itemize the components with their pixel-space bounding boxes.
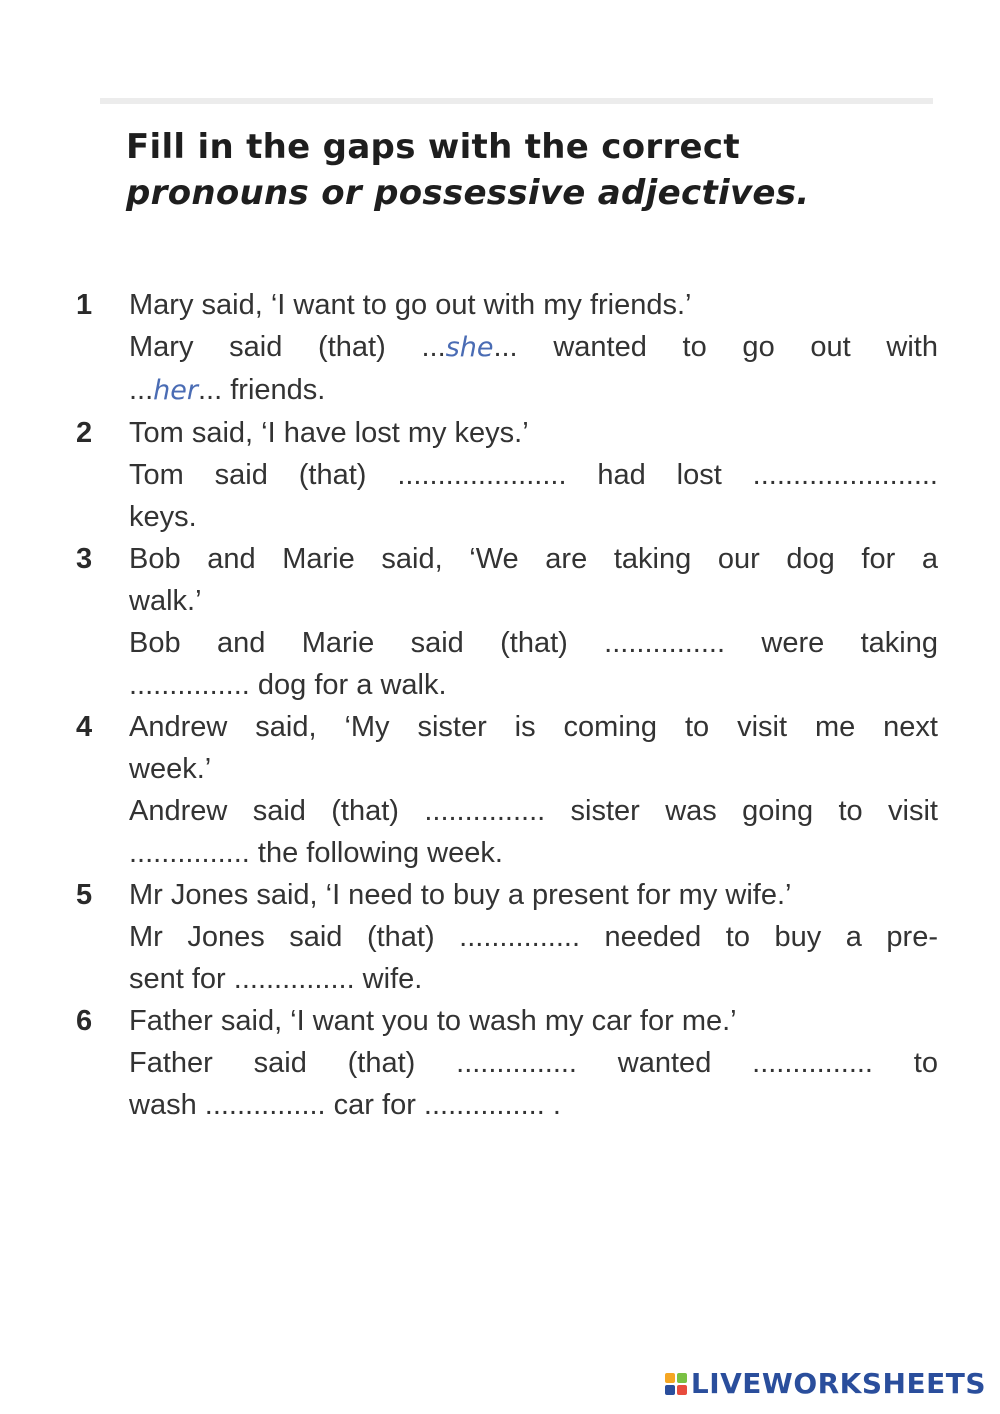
logo-square bbox=[665, 1385, 675, 1395]
heading-line-1: Fill in the gaps with the correct bbox=[126, 127, 740, 167]
logo-square bbox=[677, 1385, 687, 1395]
item-number: 1 bbox=[76, 289, 93, 321]
answer-text-pre: ... bbox=[129, 374, 154, 406]
item-prompt: Mary said, ‘I want to go out with my friends.’ bbox=[129, 289, 692, 321]
example-answer-1: she bbox=[445, 332, 494, 363]
example-answer-2: her bbox=[153, 375, 198, 406]
item-answer-line-2[interactable]: ............... dog for a walk. bbox=[129, 669, 447, 701]
exercise-item-5 bbox=[76, 874, 938, 1000]
exercise-list bbox=[76, 284, 938, 1126]
exercise-item-2 bbox=[76, 412, 938, 538]
item-number: 5 bbox=[76, 879, 93, 911]
top-divider bbox=[100, 98, 933, 104]
item-prompt-2: walk.’ bbox=[129, 585, 202, 617]
item-prompt: Andrew said, ‘My sister is coming to visit me next bbox=[129, 711, 938, 743]
item-answer-line[interactable]: Tom said (that) ..................... had lost ....................... bbox=[129, 459, 938, 491]
item-answer-line-2: keys. bbox=[129, 501, 197, 533]
exercise-item-3 bbox=[76, 538, 938, 706]
item-answer-line[interactable]: Mr Jones said (that) ............... needed to buy a pre- bbox=[129, 921, 938, 953]
item-answer-line-2[interactable]: ............... the following week. bbox=[129, 837, 503, 869]
exercise-item-6 bbox=[76, 1000, 938, 1126]
item-number: 4 bbox=[76, 711, 93, 743]
logo-square bbox=[665, 1373, 675, 1383]
item-answer-line bbox=[129, 326, 938, 369]
answer-text-post: ... wanted to go out with bbox=[493, 331, 938, 363]
item-answer-line[interactable]: Andrew said (that) ............... sister was going to visit bbox=[129, 795, 938, 827]
item-prompt: Father said, ‘I want you to wash my car for me.’ bbox=[129, 1005, 737, 1037]
answer-text-post: ... friends. bbox=[198, 374, 326, 406]
item-prompt-2: week.’ bbox=[129, 753, 212, 785]
heading-line-2: pronouns or possessive adjectives. bbox=[126, 173, 810, 213]
logo-square bbox=[677, 1373, 687, 1383]
item-answer-line-2[interactable]: sent for ............... wife. bbox=[129, 963, 423, 995]
exercise-heading bbox=[126, 124, 926, 216]
logo-text: LIVEWORKSHEETS bbox=[690, 1367, 986, 1400]
item-prompt: Tom said, ‘I have lost my keys.’ bbox=[129, 417, 529, 449]
item-number: 2 bbox=[76, 417, 93, 449]
exercise-item-1 bbox=[76, 284, 938, 412]
exercise-item-4 bbox=[76, 706, 938, 874]
logo-squares-icon bbox=[665, 1373, 687, 1395]
item-answer-line[interactable]: Father said (that) ............... wanted ............... to bbox=[129, 1047, 938, 1079]
liveworksheets-logo bbox=[665, 1367, 986, 1400]
answer-text-pre: Mary said (that) ... bbox=[129, 331, 446, 363]
item-answer-line[interactable]: Bob and Marie said (that) ............... were taking bbox=[129, 627, 938, 659]
item-prompt: Mr Jones said, ‘I need to buy a present for my wife.’ bbox=[129, 879, 792, 911]
item-answer-line-2 bbox=[129, 369, 938, 412]
item-number: 6 bbox=[76, 1005, 93, 1037]
item-prompt: Bob and Marie said, ‘We are taking our dog for a bbox=[129, 543, 938, 575]
item-number: 3 bbox=[76, 543, 93, 575]
item-answer-line-2[interactable]: wash ............... car for ............... . bbox=[129, 1089, 561, 1121]
